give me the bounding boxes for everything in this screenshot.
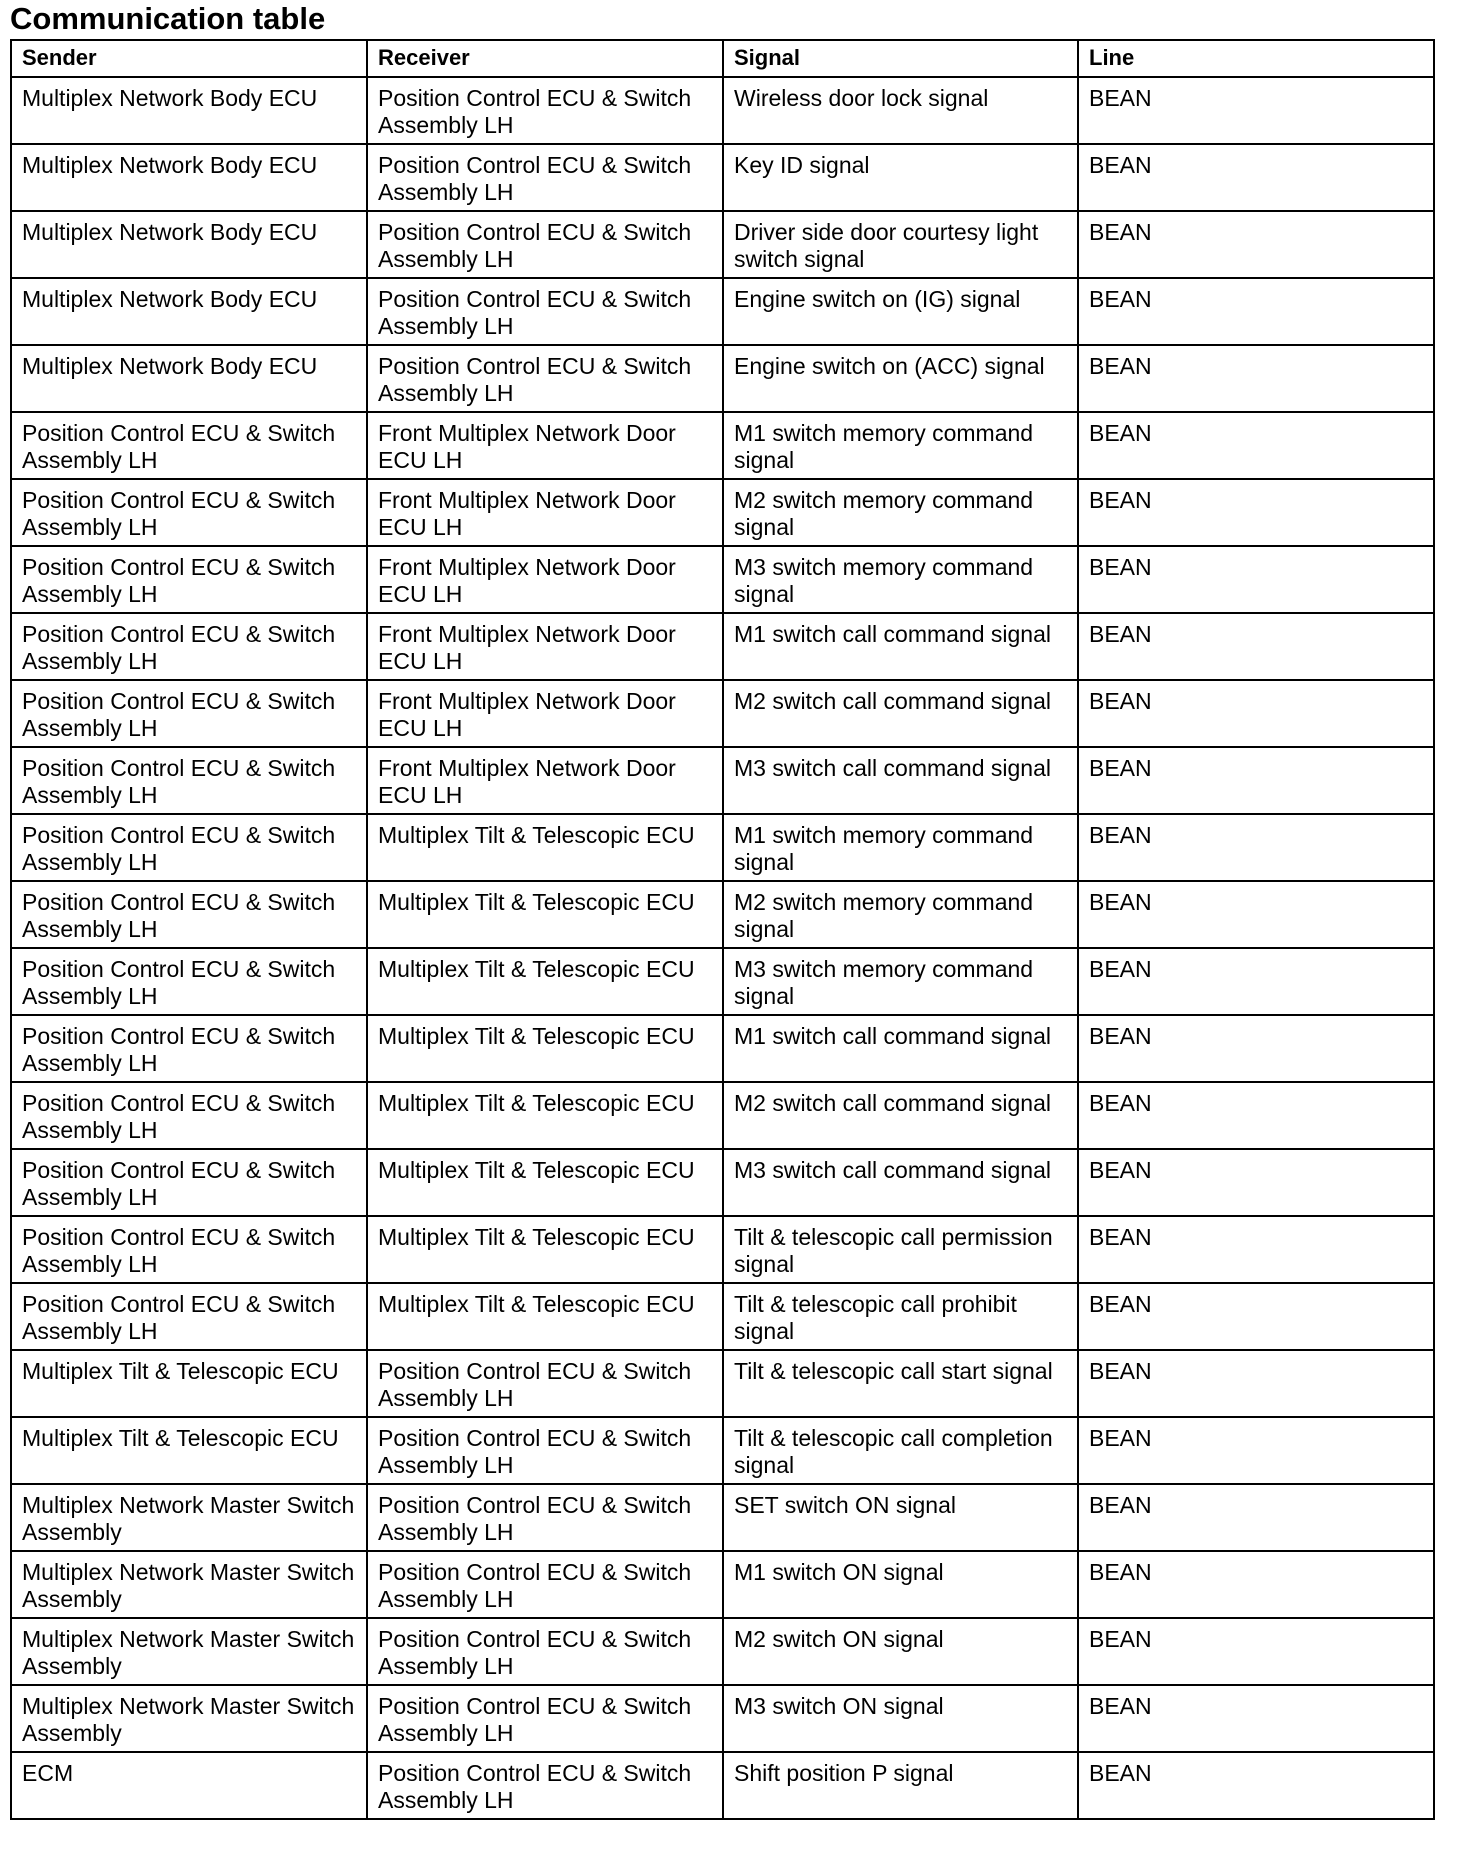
table-row xyxy=(11,278,1434,345)
cell-signal: M3 switch call command signal xyxy=(723,747,1078,814)
cell-line: BEAN xyxy=(1078,345,1434,412)
cell-receiver: Front Multiplex Network Door ECU LH xyxy=(367,479,723,546)
cell-signal: M1 switch call command signal xyxy=(723,613,1078,680)
cell-receiver: Position Control ECU & Switch Assembly LH xyxy=(367,278,723,345)
cell-receiver: Multiplex Tilt & Telescopic ECU xyxy=(367,1216,723,1283)
table-row xyxy=(11,680,1434,747)
cell-signal: M1 switch ON signal xyxy=(723,1551,1078,1618)
cell-sender: Position Control ECU & Switch Assembly LH xyxy=(11,1216,367,1283)
cell-sender: ECM xyxy=(11,1752,367,1819)
cell-line: BEAN xyxy=(1078,1685,1434,1752)
cell-signal: M2 switch call command signal xyxy=(723,1082,1078,1149)
cell-line: BEAN xyxy=(1078,1283,1434,1350)
cell-line: BEAN xyxy=(1078,1551,1434,1618)
cell-receiver: Position Control ECU & Switch Assembly LH xyxy=(367,345,723,412)
cell-sender: Position Control ECU & Switch Assembly LH xyxy=(11,479,367,546)
cell-receiver: Front Multiplex Network Door ECU LH xyxy=(367,546,723,613)
cell-line: BEAN xyxy=(1078,881,1434,948)
cell-sender: Multiplex Network Body ECU xyxy=(11,278,367,345)
table-row xyxy=(11,1350,1434,1417)
cell-signal: Wireless door lock signal xyxy=(723,77,1078,144)
cell-sender: Multiplex Network Body ECU xyxy=(11,144,367,211)
table-row xyxy=(11,211,1434,278)
cell-receiver: Front Multiplex Network Door ECU LH xyxy=(367,613,723,680)
table-row xyxy=(11,747,1434,814)
cell-sender: Position Control ECU & Switch Assembly LH xyxy=(11,747,367,814)
cell-sender: Position Control ECU & Switch Assembly LH xyxy=(11,412,367,479)
table-row xyxy=(11,948,1434,1015)
table-row xyxy=(11,1685,1434,1752)
table-row xyxy=(11,613,1434,680)
table-header-row xyxy=(11,40,1434,77)
table-row xyxy=(11,345,1434,412)
cell-line: BEAN xyxy=(1078,412,1434,479)
table-row xyxy=(11,1283,1434,1350)
page-title: Communication table xyxy=(10,1,326,36)
cell-line: BEAN xyxy=(1078,814,1434,881)
cell-sender: Multiplex Network Body ECU xyxy=(11,77,367,144)
cell-sender: Multiplex Network Body ECU xyxy=(11,345,367,412)
cell-signal: M2 switch call command signal xyxy=(723,680,1078,747)
cell-receiver: Front Multiplex Network Door ECU LH xyxy=(367,412,723,479)
cell-signal: M3 switch memory command signal xyxy=(723,546,1078,613)
cell-receiver: Multiplex Tilt & Telescopic ECU xyxy=(367,1283,723,1350)
cell-signal: M2 switch memory command signal xyxy=(723,479,1078,546)
cell-line: BEAN xyxy=(1078,1216,1434,1283)
cell-line: BEAN xyxy=(1078,948,1434,1015)
table-row xyxy=(11,1618,1434,1685)
cell-line: BEAN xyxy=(1078,278,1434,345)
cell-signal: Tilt & telescopic call completion signal xyxy=(723,1417,1078,1484)
cell-sender: Position Control ECU & Switch Assembly LH xyxy=(11,948,367,1015)
cell-receiver: Front Multiplex Network Door ECU LH xyxy=(367,680,723,747)
cell-line: BEAN xyxy=(1078,546,1434,613)
cell-signal: M3 switch memory command signal xyxy=(723,948,1078,1015)
cell-line: BEAN xyxy=(1078,1417,1434,1484)
header-receiver: Receiver xyxy=(367,40,723,77)
table-row xyxy=(11,479,1434,546)
cell-line: BEAN xyxy=(1078,613,1434,680)
cell-line: BEAN xyxy=(1078,479,1434,546)
cell-line: BEAN xyxy=(1078,1082,1434,1149)
cell-receiver: Position Control ECU & Switch Assembly LH xyxy=(367,1350,723,1417)
cell-signal: M1 switch memory command signal xyxy=(723,814,1078,881)
cell-signal: Shift position P signal xyxy=(723,1752,1078,1819)
cell-signal: M3 switch ON signal xyxy=(723,1685,1078,1752)
cell-receiver: Multiplex Tilt & Telescopic ECU xyxy=(367,881,723,948)
cell-sender: Position Control ECU & Switch Assembly LH xyxy=(11,546,367,613)
cell-sender: Position Control ECU & Switch Assembly LH xyxy=(11,814,367,881)
cell-line: BEAN xyxy=(1078,1484,1434,1551)
table-body xyxy=(11,77,1434,1819)
cell-line: BEAN xyxy=(1078,680,1434,747)
cell-sender: Position Control ECU & Switch Assembly LH xyxy=(11,1283,367,1350)
cell-line: BEAN xyxy=(1078,1350,1434,1417)
cell-sender: Multiplex Network Body ECU xyxy=(11,211,367,278)
cell-receiver: Position Control ECU & Switch Assembly LH xyxy=(367,77,723,144)
cell-signal: Engine switch on (ACC) signal xyxy=(723,345,1078,412)
cell-receiver: Multiplex Tilt & Telescopic ECU xyxy=(367,1149,723,1216)
cell-receiver: Multiplex Tilt & Telescopic ECU xyxy=(367,814,723,881)
header-sender: Sender xyxy=(11,40,367,77)
table-row xyxy=(11,814,1434,881)
cell-signal: Driver side door courtesy light switch signal xyxy=(723,211,1078,278)
cell-signal: M2 switch memory command signal xyxy=(723,881,1078,948)
table-row xyxy=(11,881,1434,948)
cell-receiver: Position Control ECU & Switch Assembly LH xyxy=(367,1417,723,1484)
cell-receiver: Position Control ECU & Switch Assembly LH xyxy=(367,1551,723,1618)
cell-receiver: Multiplex Tilt & Telescopic ECU xyxy=(367,1015,723,1082)
cell-signal: Engine switch on (IG) signal xyxy=(723,278,1078,345)
cell-receiver: Multiplex Tilt & Telescopic ECU xyxy=(367,1082,723,1149)
cell-sender: Position Control ECU & Switch Assembly LH xyxy=(11,1149,367,1216)
table-row xyxy=(11,1149,1434,1216)
cell-receiver: Position Control ECU & Switch Assembly LH xyxy=(367,1484,723,1551)
cell-line: BEAN xyxy=(1078,1752,1434,1819)
cell-signal: M1 switch memory command signal xyxy=(723,412,1078,479)
cell-sender: Position Control ECU & Switch Assembly LH xyxy=(11,1082,367,1149)
cell-signal: SET switch ON signal xyxy=(723,1484,1078,1551)
cell-sender: Multiplex Tilt & Telescopic ECU xyxy=(11,1350,367,1417)
cell-receiver: Position Control ECU & Switch Assembly LH xyxy=(367,211,723,278)
table-row xyxy=(11,546,1434,613)
cell-sender: Position Control ECU & Switch Assembly LH xyxy=(11,680,367,747)
communication-table xyxy=(10,39,1435,1820)
table-row xyxy=(11,144,1434,211)
cell-sender: Multiplex Network Master Switch Assembly xyxy=(11,1551,367,1618)
cell-receiver: Front Multiplex Network Door ECU LH xyxy=(367,747,723,814)
cell-signal: M1 switch call command signal xyxy=(723,1015,1078,1082)
table-row xyxy=(11,1551,1434,1618)
table-row xyxy=(11,77,1434,144)
table-row xyxy=(11,1417,1434,1484)
table-row xyxy=(11,1752,1434,1819)
cell-receiver: Position Control ECU & Switch Assembly LH xyxy=(367,144,723,211)
cell-signal: Tilt & telescopic call start signal xyxy=(723,1350,1078,1417)
table-row xyxy=(11,1015,1434,1082)
cell-line: BEAN xyxy=(1078,77,1434,144)
cell-receiver: Position Control ECU & Switch Assembly LH xyxy=(367,1752,723,1819)
cell-sender: Multiplex Network Master Switch Assembly xyxy=(11,1618,367,1685)
header-line: Line xyxy=(1078,40,1434,77)
cell-sender: Multiplex Network Master Switch Assembly xyxy=(11,1685,367,1752)
cell-receiver: Position Control ECU & Switch Assembly LH xyxy=(367,1685,723,1752)
cell-line: BEAN xyxy=(1078,747,1434,814)
cell-sender: Position Control ECU & Switch Assembly LH xyxy=(11,613,367,680)
cell-signal: Key ID signal xyxy=(723,144,1078,211)
cell-line: BEAN xyxy=(1078,211,1434,278)
cell-sender: Position Control ECU & Switch Assembly LH xyxy=(11,881,367,948)
table-row xyxy=(11,1484,1434,1551)
cell-signal: Tilt & telescopic call prohibit signal xyxy=(723,1283,1078,1350)
cell-signal: M3 switch call command signal xyxy=(723,1149,1078,1216)
table-row xyxy=(11,412,1434,479)
cell-line: BEAN xyxy=(1078,1149,1434,1216)
cell-sender: Multiplex Tilt & Telescopic ECU xyxy=(11,1417,367,1484)
cell-line: BEAN xyxy=(1078,144,1434,211)
cell-line: BEAN xyxy=(1078,1618,1434,1685)
cell-sender: Multiplex Network Master Switch Assembly xyxy=(11,1484,367,1551)
table-row xyxy=(11,1082,1434,1149)
cell-signal: M2 switch ON signal xyxy=(723,1618,1078,1685)
cell-sender: Position Control ECU & Switch Assembly LH xyxy=(11,1015,367,1082)
cell-receiver: Multiplex Tilt & Telescopic ECU xyxy=(367,948,723,1015)
cell-line: BEAN xyxy=(1078,1015,1434,1082)
table-row xyxy=(11,1216,1434,1283)
header-signal: Signal xyxy=(723,40,1078,77)
cell-receiver: Position Control ECU & Switch Assembly LH xyxy=(367,1618,723,1685)
cell-signal: Tilt & telescopic call permission signal xyxy=(723,1216,1078,1283)
